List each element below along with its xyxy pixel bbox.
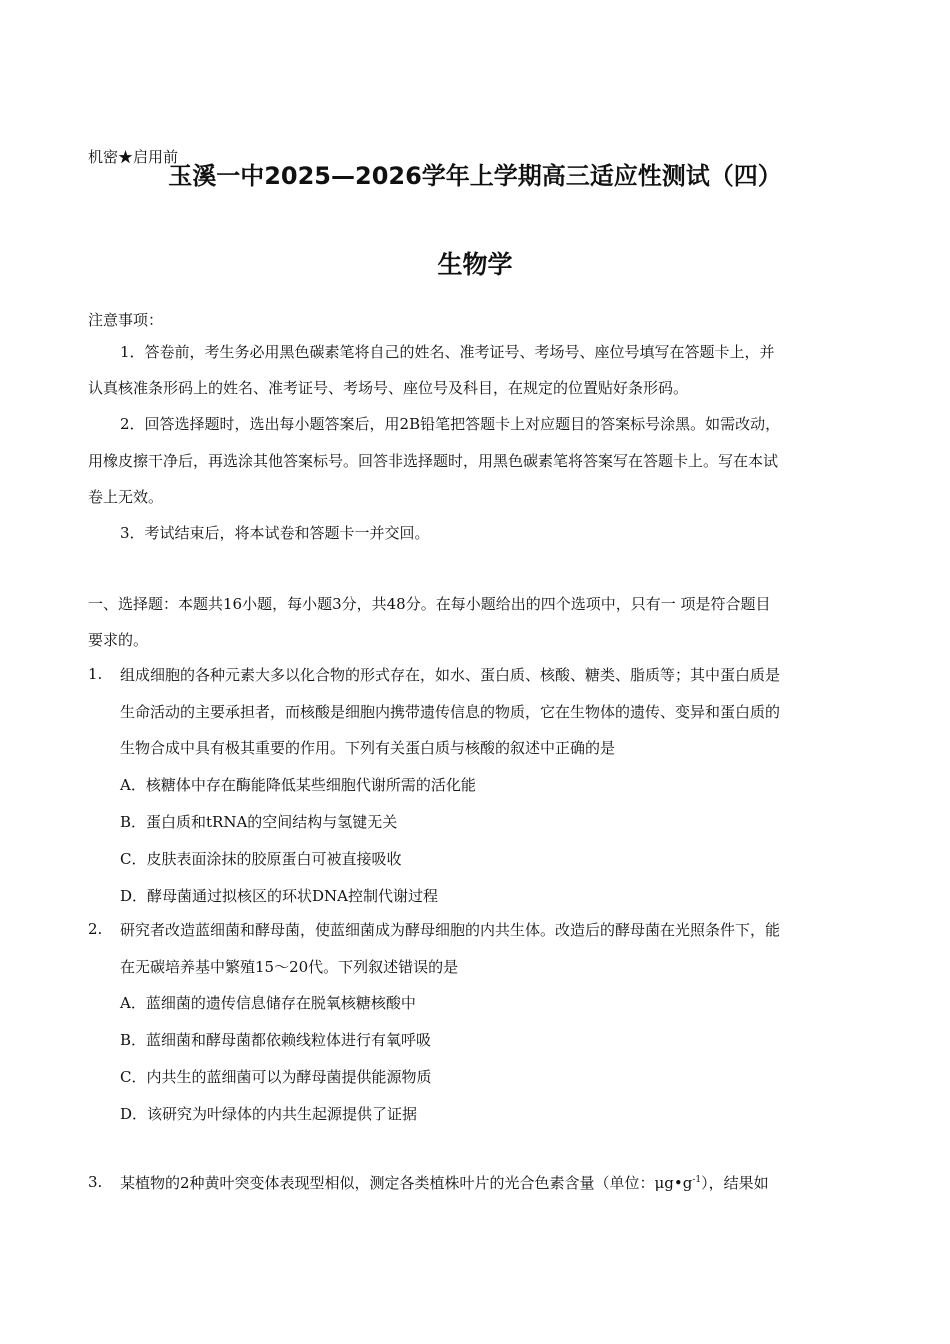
question-2-option-d: D．该研究为叶绿体的内共生起源提供了证据	[120, 1105, 418, 1123]
exam-title: 玉溪一中2025—2026学年上学期高三适应性测试（四）	[168, 162, 782, 190]
notice-item-1-line-1: 1．答卷前，考生务必用黑色碳素笔将自己的姓名、准考证号、考场号、座位号填写在答题卡上，并	[120, 343, 775, 361]
question-2-option-b: B．蓝细菌和酵母菌都依赖线粒体进行有氧呼吸	[120, 1031, 432, 1049]
question-1-option-b: B．蛋白质和tRNA的空间结构与氢键无关	[120, 813, 398, 831]
notice-item-2-line-2: 用橡皮擦干净后，再选涂其他答案标号。回答非选择题时，用黑色碳素笔将答案写在答题卡上。写在本试	[88, 452, 779, 470]
question-3-number: 3.	[88, 1173, 103, 1191]
notice-item-1-line-2: 认真核准条形码上的姓名、准考证号、考场号、座位号及科目，在规定的位置贴好条形码。	[88, 379, 689, 397]
section-1-line-1: 一、选择题：本题共16小题，每小题3分，共48分。在每小题给出的四个选项中，只有一 项是符合题目	[88, 595, 771, 613]
question-2-stem-line-2: 在无碳培养基中繁殖15～20代。下列叙述错误的是	[120, 958, 459, 976]
notice-item-2-line-1: 2．回答选择题时，选出每小题答案后，用2B铅笔把答题卡上对应题目的答案标号涂黑。如需改动，	[120, 415, 781, 433]
question-1-stem-line-2: 生命活动的主要承担者，而核酸是细胞内携带遗传信息的物质，它在生物体的遗传、变异和蛋白质的	[120, 703, 781, 721]
question-3-stem-text: 某植物的2种黄叶突变体表现型相似，测定各类植株叶片的光合色素含量（单位：μg•g	[120, 1174, 693, 1192]
secret-mark: 机密★启用前	[88, 148, 179, 166]
question-2-option-a: A．蓝细菌的遗传信息储存在脱氧核糖核酸中	[120, 994, 416, 1012]
question-2-number: 2.	[88, 920, 103, 938]
question-3-stem-text-end: ），结果如	[701, 1174, 769, 1192]
notice-item-2-line-3: 卷上无效。	[88, 488, 164, 506]
question-1-option-d: D．酵母菌通过拟核区的环状DNA控制代谢过程	[120, 887, 439, 905]
question-1-number: 1.	[88, 665, 103, 683]
question-3-stem-line-1	[120, 1173, 769, 1193]
notice-item-3: 3．考试结束后，将本试卷和答题卡一并交回。	[120, 524, 430, 542]
section-1-line-2: 要求的。	[88, 631, 149, 649]
question-1-stem-line-1: 组成细胞的各种元素大多以化合物的形式存在，如水、蛋白质、核酸、糖类、脂质等；其中蛋白质是	[120, 666, 781, 684]
question-1-stem-line-3: 生物合成中具有极其重要的作用。下列有关蛋白质与核酸的叙述中正确的是	[120, 739, 616, 757]
question-2-option-c: C．内共生的蓝细菌可以为酵母菌提供能源物质	[120, 1068, 432, 1086]
notice-heading: 注意事项：	[88, 311, 164, 329]
subject-title: 生物学	[437, 250, 513, 279]
question-1-option-a: A．核糖体中存在酶能降低某些细胞代谢所需的活化能	[120, 776, 476, 794]
unit-superscript: -1	[692, 1175, 702, 1185]
question-1-option-c: C．皮肤表面涂抹的胶原蛋白可被直接吸收	[120, 850, 402, 868]
question-2-stem-line-1: 研究者改造蓝细菌和酵母菌，使蓝细菌成为酵母细胞的内共生体。改造后的酵母菌在光照条件下，能	[120, 921, 781, 939]
